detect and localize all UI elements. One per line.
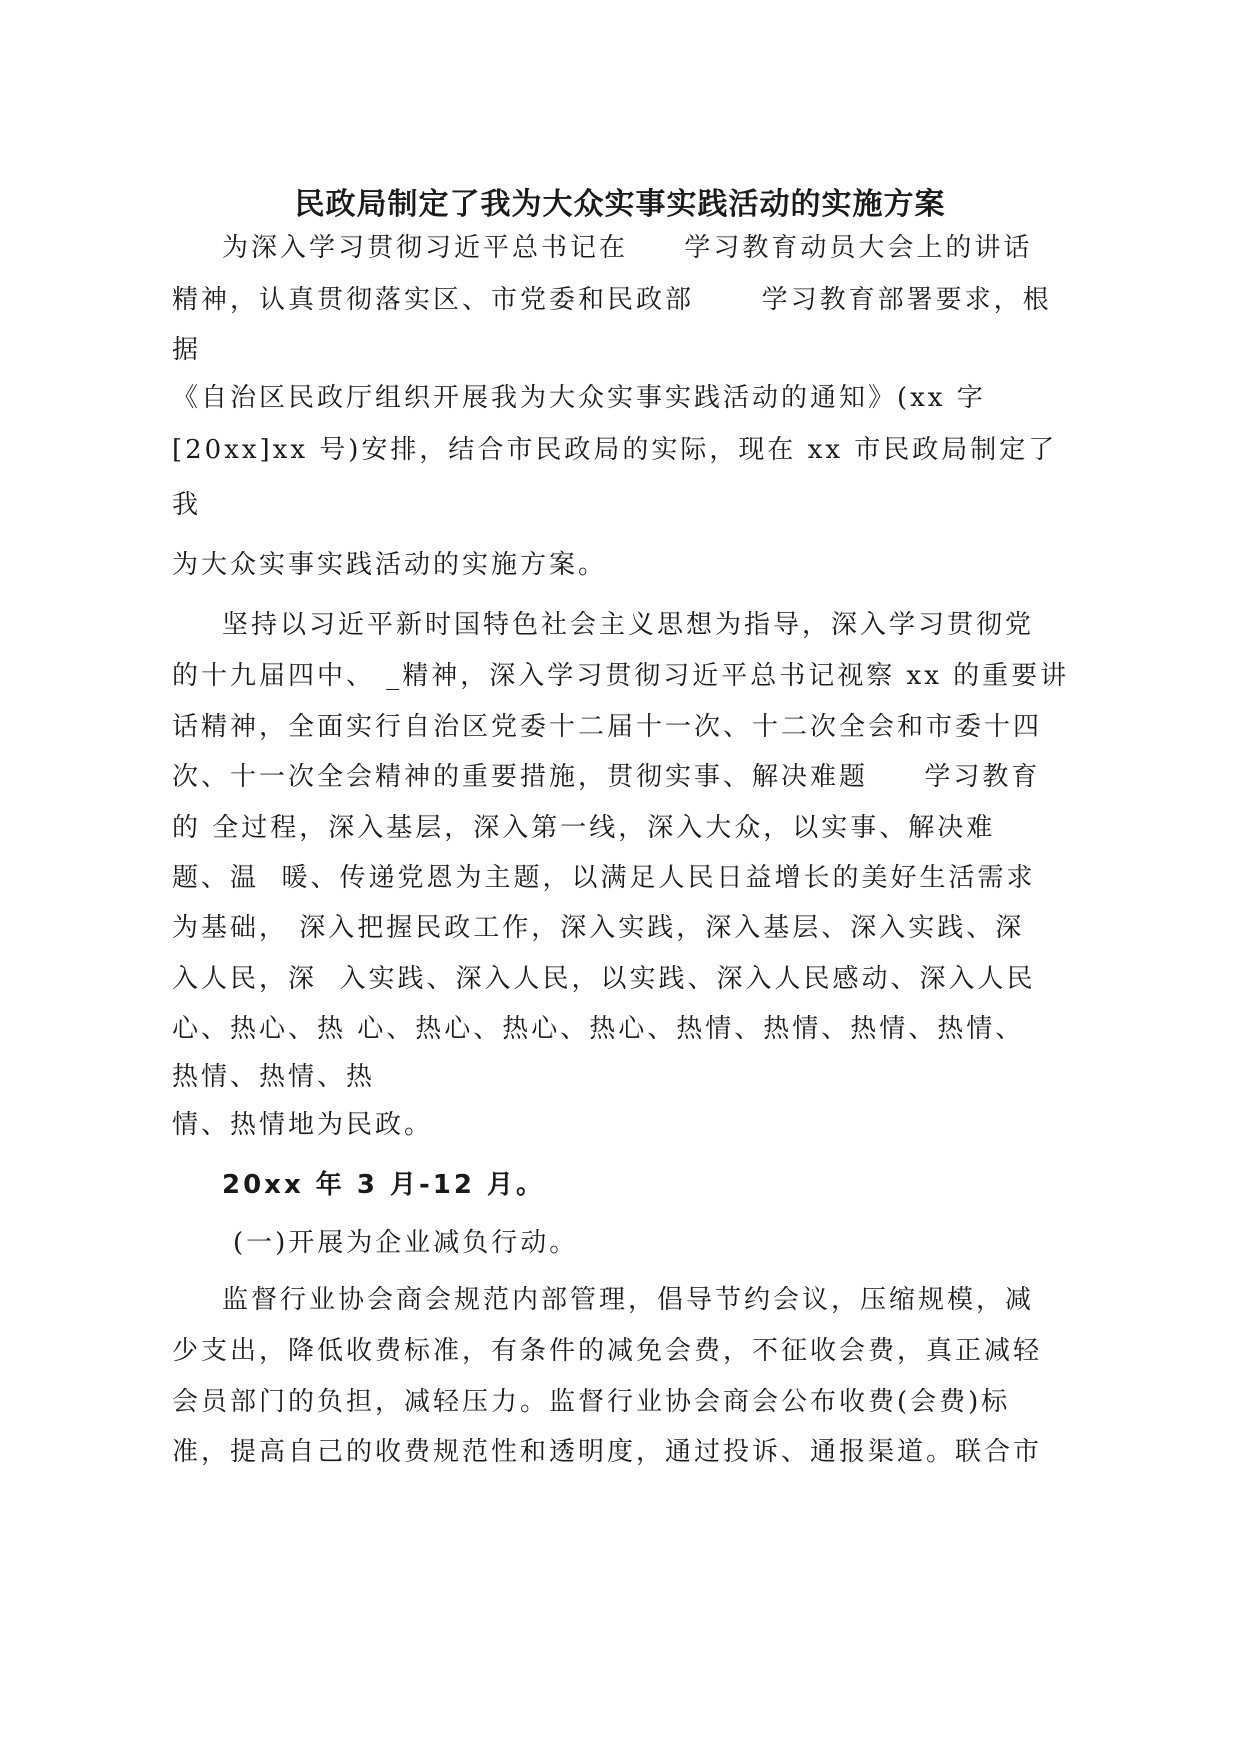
section-heading: (一)开展为企业减负行动。: [233, 1228, 579, 1258]
paragraph-line: 我: [172, 490, 202, 520]
paragraph-line: 心、热心、热 心、热心、热心、热心、热情、热情、热情、热情、: [172, 1014, 1025, 1044]
paragraph-line: 精神，认真贯彻落实区、市党委和民政部 学习教育部署要求，根: [172, 285, 1052, 315]
paragraph-line: 的 全过程，深入基层，深入第一线，深入大众，以实事、解决难: [172, 813, 996, 843]
document-title: 民政局制定了我为大众实事实践活动的实施方案: [294, 187, 946, 222]
paragraph-line: 为深入学习贯彻习近平总书记在 学习教育动员大会上的讲话: [222, 233, 1033, 263]
paragraph-line: 坚持以习近平新时国特色社会主义思想为指导，深入学习贯彻党: [222, 610, 1035, 640]
paragraph-line: [20xx]xx 号)安排，结合市民政局的实际，现在 xx 市民政局制定了: [172, 435, 1058, 465]
paragraph-line: 入人民，深 入实践、深入人民，以实践、深入人民感动、深入人民: [172, 964, 1036, 994]
paragraph-line: 次、十一次全会精神的重要措施，贯彻实事、解决难题 学习教育: [172, 762, 1041, 792]
paragraph-line: 题、温 暖、传递党恩为主题，以满足人民日益增长的美好生活需求: [172, 863, 1036, 893]
paragraph-line: 热情、热情、热: [172, 1062, 376, 1092]
paragraph-line: 准，提高自己的收费规范性和透明度，通过投诉、通报渠道。联合市: [172, 1437, 1043, 1467]
paragraph-line: 的十九届四中、 _精神，深入学习贯彻习近平总书记视察 xx 的重要讲: [172, 661, 1070, 691]
paragraph-line: 话精神，全面实行自治区党委十二届十一次、十二次全会和市委十四: [172, 712, 1043, 742]
paragraph-line: 监督行业协会商会规范内部管理，倡导节约会议，压缩规模，减: [222, 1285, 1035, 1315]
date-range: 20xx 年 3 月-12 月。: [222, 1170, 545, 1200]
paragraph-line: 情、热情地为民政。: [172, 1110, 434, 1140]
paragraph-line: 为基础， 深入把握民政工作，深入实践，深入基层、深入实践、深: [172, 913, 1025, 943]
paragraph-line: 会员部门的负担，减轻压力。监督行业协会商会公布收费(会费)标: [172, 1387, 1011, 1417]
paragraph-line: 《自治区民政厅组织开展我为大众实事实践活动的通知》(xx 字: [172, 383, 986, 413]
paragraph-line: 据: [172, 335, 202, 365]
paragraph-line: 为大众实事实践活动的实施方案。: [172, 550, 608, 580]
paragraph-line: 少支出，降低收费标准，有条件的减免会费，不征收会费，真正减轻: [172, 1336, 1043, 1366]
